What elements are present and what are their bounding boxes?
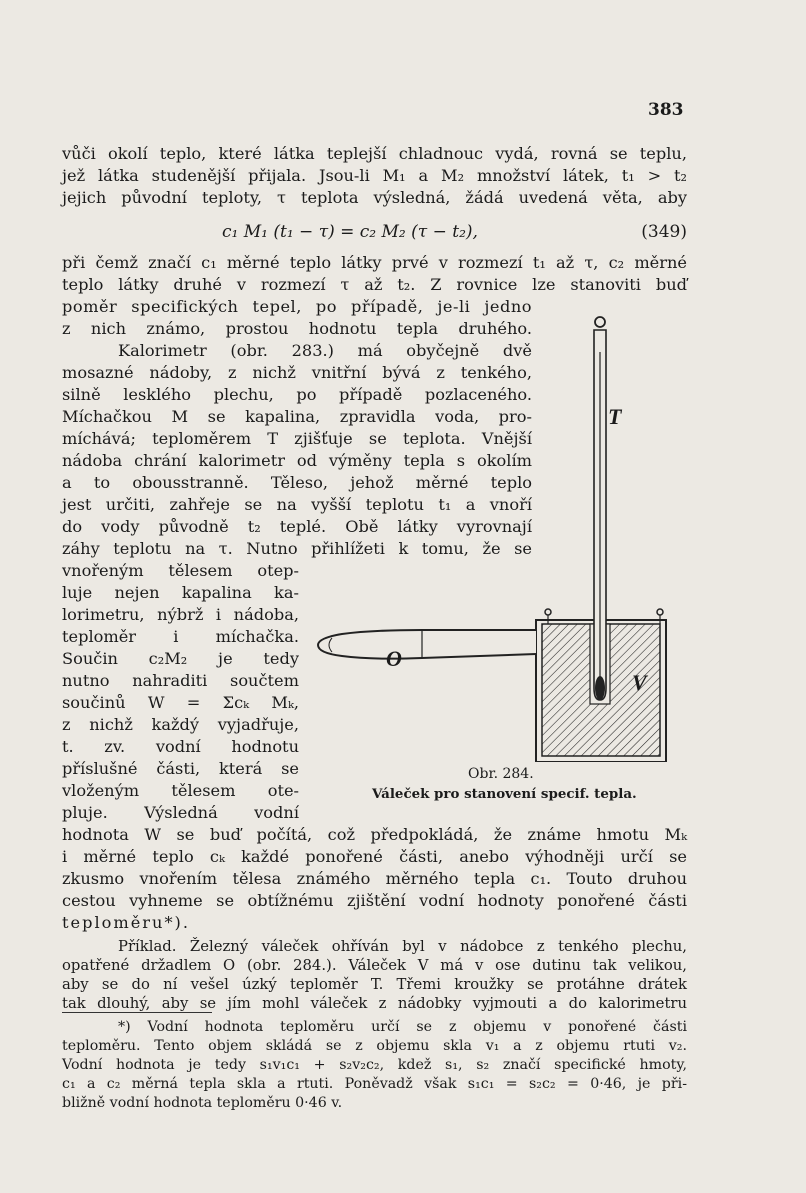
equation-number: (349) — [641, 222, 687, 242]
text-line: zkusmo vnořením tělesa známého měrného tepla c₁. Touto druhou — [62, 869, 687, 888]
example-line: Příklad. Železný váleček ohříván byl v nádobce z tenkého plechu, — [118, 938, 687, 955]
text-line: Míchačkou M se kapalina, zpravidla voda, pro- — [62, 407, 532, 426]
text-line: součinů W = Σcₖ Mₖ, — [62, 693, 299, 712]
footnote-line: bližně vodní hodnota teploměru 0·46 v. — [62, 1095, 343, 1111]
example-line: tak dlouhý, aby se jím mohl váleček z nádobky vyjmouti a do kalorimetru — [62, 995, 687, 1012]
text-line: hodnota W se buď počítá, což předpokládá, že známe hmotu Mₖ — [62, 825, 687, 844]
text-line: teploměru*). — [62, 913, 191, 932]
text-line: jež látka studenější přijala. Jsou-li M₁ a M₂ množství látek, t₁ > t₂ — [62, 166, 687, 185]
figure-calorimeter — [312, 312, 672, 762]
page-number: 383 — [648, 100, 684, 120]
text-line: příslušné části, která se — [62, 759, 299, 778]
text-line: cestou vyhneme se obtížnému zjištění vodní hodnoty ponořené části — [62, 891, 687, 910]
text-line: t. zv. vodní hodnotu — [62, 737, 299, 756]
text-line: nutno nahraditi součtem — [62, 671, 299, 690]
footnote-rule — [62, 1012, 212, 1013]
text-line: vůči okolí teplo, které látka teplejší chladnouc vydá, rovná se teplu, — [62, 144, 687, 163]
equation-349 — [62, 222, 687, 248]
text-line: míchává; teploměrem T zjišťuje se teplota. Vnější — [62, 429, 532, 448]
text-line: z nichž každý vyjadřuje, — [62, 715, 299, 734]
example-line: opatřené držadlem O (obr. 284.). Váleček V má v ose dutinu tak velikou, — [62, 957, 687, 974]
text-line: teplo látky druhé v rozmezí τ až t₂. Z rovnice lze stanoviti buď — [62, 275, 687, 294]
thermometer-icon — [594, 317, 606, 700]
text-line: silně lesklého plechu, po případě pozlaceného. — [62, 385, 532, 404]
text-line: záhy teplotu na τ. Nutno přihlížeti k tomu, že se — [62, 539, 532, 558]
example-line: aby se do ní vešel úzký teploměr T. Třemi kroužky se protáhne drátek — [62, 976, 687, 993]
text-line: vloženým tělesem ote- — [62, 781, 299, 800]
figure-caption-text: Váleček pro stanovení specif. tepla. — [372, 786, 637, 802]
figure-caption-number: Obr. 284. — [468, 766, 534, 782]
text-line: jejich původní teploty, τ teplota výsledná, žádá uvedená věta, aby — [62, 188, 687, 207]
footnote-line: Vodní hodnota je tedy s₁v₁c₁ + s₂v₂c₂, kdež s₁, s₂ značí specifické hmoty, — [62, 1057, 687, 1073]
text-line: do vody původně t₂ teplé. Obě látky vyrovnají — [62, 517, 532, 536]
equation-formula: c₁ M₁ (t₁ − τ) = c₂ M₂ (τ − t₂), — [222, 222, 478, 242]
text-line: teploměr i míchačka. — [62, 627, 299, 646]
footnote-line: *) Vodní hodnota teploměru určí se z objemu v ponořené části — [118, 1019, 687, 1035]
text-line: Součin c₂M₂ je tedy — [62, 649, 299, 668]
text-line: jest určiti, zahřeje se na vyšší teplotu t₁ a vnoří — [62, 495, 532, 514]
text-line: mosazné nádoby, z nichž vnitřní bývá z tenkého, — [62, 363, 532, 382]
text-line: a to obousstranně. Těleso, jehož měrné teplo — [62, 473, 532, 492]
text-line: Kalorimetr (obr. 283.) má obyčejně dvě — [118, 341, 532, 360]
label-t: T — [608, 404, 622, 429]
text-line: při čemž značí c₁ měrné teplo látky prvé v rozmezí t₁ až τ, c₂ měrné — [62, 253, 687, 272]
label-v: V — [632, 670, 647, 695]
footnote-line: teploměru. Tento objem skládá se z objemu skla v₁ a z objemu rtuti v₂. — [62, 1038, 687, 1054]
text-line: poměr specifických tepel, po případě, je-li jedno — [62, 297, 532, 316]
footnote-line: c₁ a c₂ měrná tepla skla a rtuti. Poněvadž však s₁c₁ = s₂c₂ = 0·46, je při- — [62, 1076, 687, 1092]
text-line: z nich známo, prostou hodnotu tepla druhého. — [62, 319, 532, 338]
text-line: lorimetru, nýbrž i nádoba, — [62, 605, 299, 624]
text-line: luje nejen kapalina ka- — [62, 583, 299, 602]
text-line: pluje. Výsledná vodní — [62, 803, 299, 822]
text-line: nádoba chrání kalorimetr od výměny tepla s okolím — [62, 451, 532, 470]
text-line: vnořeným tělesem otep- — [62, 561, 299, 580]
handle-icon — [318, 630, 536, 659]
text-line: i měrné teplo cₖ každé ponořené části, anebo výhodněji určí se — [62, 847, 687, 866]
label-o: O — [386, 646, 402, 671]
